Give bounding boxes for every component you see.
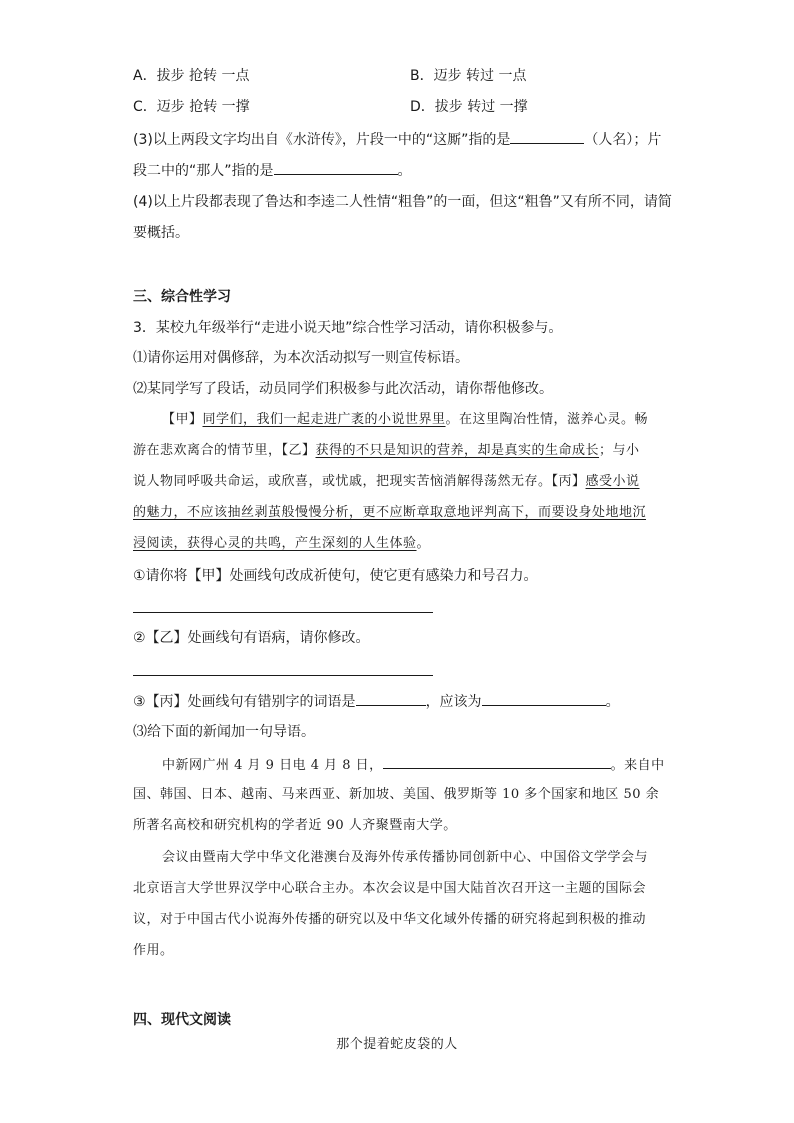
question-3-text-2: （人名）；片 <box>584 132 662 148</box>
answer-blank-correct-word[interactable] <box>482 691 606 706</box>
passage-line-5 <box>133 534 430 554</box>
option-c: C．迈步 抢转 一撑 <box>133 99 250 115</box>
passage-text: ；与小 <box>599 443 640 458</box>
news-paragraph-2-line-3: 议，对于中国古代小说海外传播的研究以及中华文化域外传播的研究将起到积极的推动 <box>133 912 647 927</box>
question-3-line-1 <box>133 129 661 150</box>
passage-text: 。 <box>416 536 431 551</box>
passage-text: 。在这里陶冶性情，滋养心灵。畅 <box>445 412 649 427</box>
passage-text: 游在悲欢离合的情节里， <box>133 443 282 458</box>
passage-line-4: 的魅力，不应该抽丝剥茧般慢慢分析，更不应断章取意地评判高下，而要设身处地地沉 <box>133 505 647 520</box>
tag-bing: 【丙】 <box>551 474 586 489</box>
passage-line-1 <box>162 410 648 430</box>
news-lead-blank[interactable] <box>383 754 611 769</box>
underlined-sentence-yi: 获得的不只是知识的营养，却是真实的生命成长 <box>315 443 600 458</box>
passage-line-2 <box>133 441 640 461</box>
passage-text: 说人物同呼吸共命运，或欣喜，或忧戚，把现实苦恼消解得荡然无存。 <box>133 474 552 489</box>
option-d: D．拔步 转过 一撑 <box>410 99 528 115</box>
section-3-question-1: ⑴请你运用对偶修辞，为本次活动拟写一则宣传标语。 <box>133 350 469 366</box>
sub-question-3 <box>133 691 620 712</box>
section-3-question-3: ⑶给下面的新闻加一句导语。 <box>133 724 315 740</box>
section-4-title: 四、现代文阅读 <box>133 1012 231 1028</box>
option-a: A．拔步 抢转 一点 <box>133 68 250 84</box>
answer-line-1[interactable] <box>133 612 433 613</box>
news-text: 中新网广州 4 月 9 日电 4 月 8 日， <box>162 758 383 773</box>
section-3-intro: 3．某校九年级举行“走进小说天地”综合性学习活动，请你积极参与。 <box>133 320 563 336</box>
sub-question-2: ②【乙】处画线句有语病，请你修改。 <box>133 630 370 646</box>
sub-question-3-text-3: 。 <box>605 694 620 710</box>
question-4-line-2: 要概括。 <box>133 225 189 241</box>
question-3-text: (3)以上两段文字均出自《水浒传》，片段一中的“这厮”指的是 <box>133 132 511 148</box>
news-paragraph-2-line-4: 作用。 <box>133 943 174 958</box>
question-3-line-2 <box>133 160 412 181</box>
news-line-2: 国、韩国、日本、越南、马来西亚、新加坡、美国、俄罗斯等 10 多个国家和地区 50 余 <box>133 787 660 802</box>
passage-line-3 <box>133 472 640 492</box>
section-3-question-2: ⑵某同学写了段话，动员同学们积极参与此次活动，请你帮他修改。 <box>133 381 553 397</box>
underlined-sentence-bing: 感受小说 <box>585 474 640 489</box>
news-paragraph-2-line-1: 会议由暨南大学中华文化港澳台及海外传承传播协同创新中心、中国俗文学学会与 <box>162 850 649 865</box>
article-title: 那个提着蛇皮袋的人 <box>336 1037 458 1052</box>
answer-blank[interactable] <box>510 129 584 144</box>
news-text: 。来自中 <box>610 758 665 773</box>
answer-blank-wrong-word[interactable] <box>356 691 426 706</box>
question-4-line-1: (4)以上片段都表现了鲁达和李逵二人性情“粗鲁”的一面，但这“粗鲁”又有所不同，请简 <box>133 194 672 210</box>
option-b: B．迈步 转过 一点 <box>410 68 527 84</box>
tag-yi: 【乙】 <box>281 443 316 458</box>
question-3-text-4: 。 <box>397 163 412 179</box>
news-line-1 <box>162 754 665 776</box>
tag-jia: 【甲】 <box>162 412 203 427</box>
underlined-sentence-bing-end: 浸阅读，获得心灵的共鸣，产生深刻的人生体验 <box>133 536 417 551</box>
sub-question-3-text: ③【丙】处画线句有错别字的词语是 <box>133 694 356 710</box>
sub-question-1: ①请你将【甲】处画线句改成祈使句，使它更有感染力和号召力。 <box>133 568 538 584</box>
news-paragraph-2-line-2: 北京语言大学世界汉学中心联合主办。本次会议是中国大陆首次召开这一主题的国际会 <box>133 881 647 896</box>
sub-question-3-text-2: ，应该为 <box>425 694 482 710</box>
section-3-title: 三、综合性学习 <box>133 289 231 305</box>
underlined-sentence-jia: 同学们，我们一起走进广袤的小说世界里 <box>202 412 446 427</box>
news-line-3: 所著名高校和研究机构的学者近 90 人齐聚暨南大学。 <box>133 818 457 833</box>
answer-blank[interactable] <box>274 160 398 175</box>
answer-line-2[interactable] <box>133 675 433 676</box>
question-3-text-3: 段二中的“那人”指的是 <box>133 163 274 179</box>
